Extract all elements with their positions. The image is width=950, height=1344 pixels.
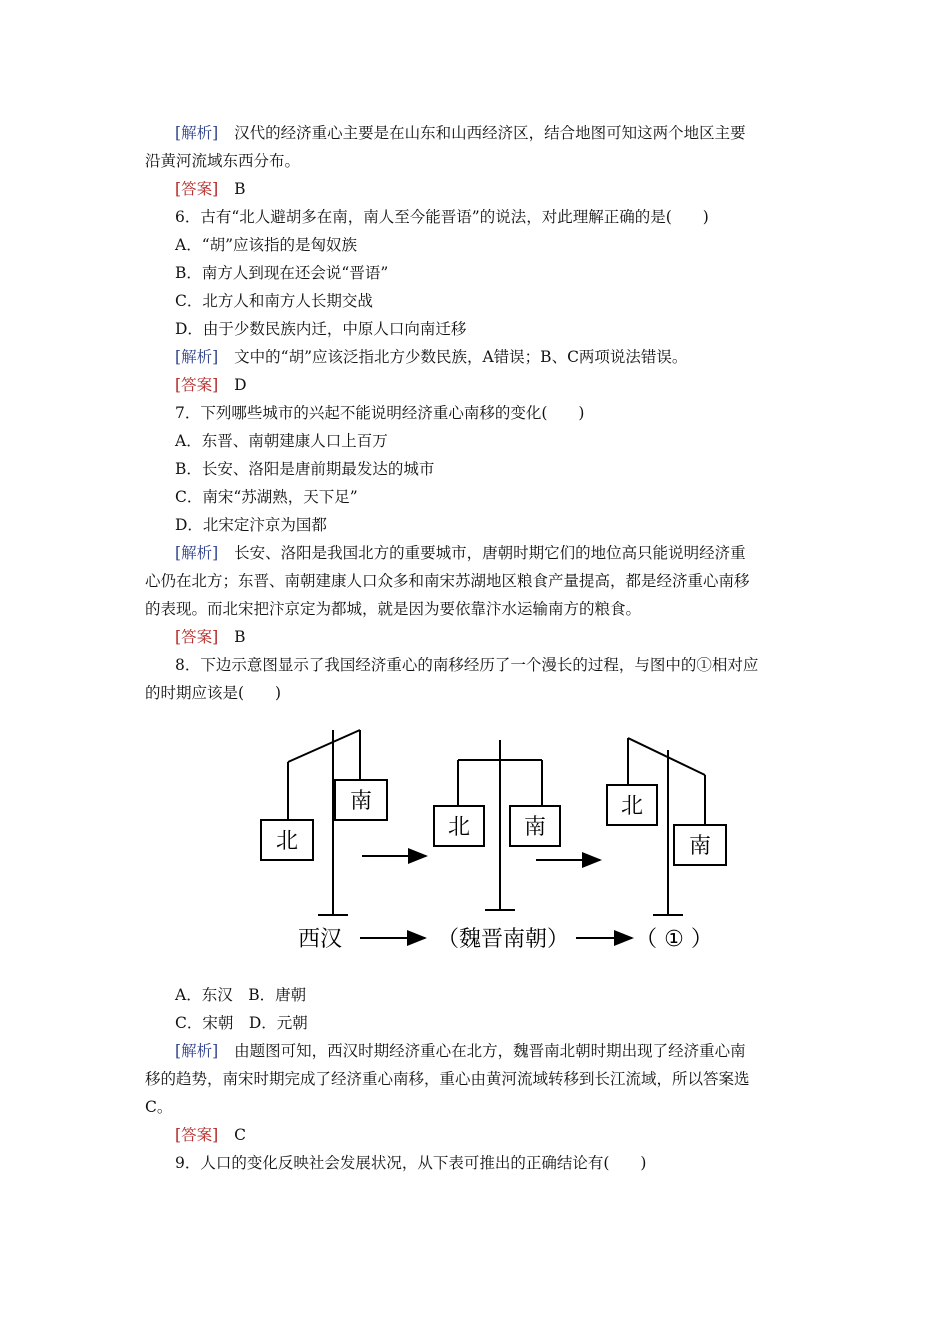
- analysis-tag: [解析]: [175, 124, 219, 142]
- q9-stem: 9．人口的变化反映社会发展状况，从下表可推出的正确结论有( ): [175, 1154, 647, 1172]
- q8-analysis: [解析] 由题图可知，西汉时期经济重心在北方，魏晋南北朝时期出现了经济重心南: [175, 1042, 746, 1060]
- q5-answer: [答案] B: [175, 180, 246, 198]
- q8-stem: 8．下边示意图显示了我国经济重心的南移经历了一个漫长的过程，与图中的①相对应: [175, 656, 759, 674]
- q6-option-d: D．由于少数民族内迁，中原人口向南迁移: [175, 320, 467, 338]
- economic-center-diagram: [250, 720, 750, 965]
- answer-tag: [答案]: [175, 628, 219, 646]
- q7-option-b: B．长安、洛阳是唐前期最发达的城市: [175, 460, 435, 478]
- scale-stage-1: [607, 738, 726, 915]
- q7-analysis-cont-2: 的表现。而北宋把汴京定为都城，就是因为要依靠汴水运输南方的粮食。: [145, 600, 642, 618]
- q7-answer: [答案] B: [175, 628, 246, 646]
- stage-label-wei-jin: （魏晋南朝）: [436, 927, 570, 952]
- q7-stem: 7．下列哪些城市的兴起不能说明经济重心南移的变化( ): [175, 404, 585, 422]
- analysis-tag: [解析]: [175, 348, 219, 366]
- stage-label-western-han: 西汉: [297, 927, 343, 952]
- q6-stem: 6．古有“北人避胡多在南，南人至今能晋语”的说法，对此理解正确的是( ): [175, 208, 709, 226]
- q8-options-ab: A．东汉 B．唐朝: [175, 986, 307, 1004]
- south-label: 南: [349, 789, 373, 814]
- q5-analysis-cont: 沿黄河流域东西分布。: [145, 152, 301, 170]
- q6-option-c: C．北方人和南方人长期交战: [175, 292, 373, 310]
- answer-tag: [答案]: [175, 180, 219, 198]
- north-label: 北: [447, 815, 471, 840]
- q7-option-c: C．南宋“苏湖熟，天下足”: [175, 488, 358, 506]
- north-label: 北: [275, 829, 299, 854]
- q6-option-b: B．南方人到现在还会说“晋语”: [175, 264, 389, 282]
- answer-tag: [答案]: [175, 376, 219, 394]
- scale-western-han: [261, 730, 387, 915]
- north-label: 北: [620, 794, 644, 819]
- q8-stem-cont: 的时期应该是( ): [145, 684, 282, 702]
- q8-analysis-cont-2: C。: [145, 1098, 173, 1116]
- q6-analysis: [解析] 文中的“胡”应该泛指北方少数民族，A错误；B、C两项说法错误。: [175, 348, 688, 366]
- q8-answer: [答案] C: [175, 1126, 247, 1144]
- q8-analysis-cont-1: 移的趋势，南宋时期完成了经济重心南移，重心由黄河流域转移到长江流域，所以答案选: [145, 1070, 750, 1088]
- q8-options-cd: C．宋朝 D．元朝: [175, 1014, 308, 1032]
- q7-analysis: [解析] 长安、洛阳是我国北方的重要城市，唐朝时期它们的地位高只能说明经济重: [175, 544, 746, 562]
- analysis-tag: [解析]: [175, 1042, 219, 1060]
- q6-option-a: A．“胡”应该指的是匈奴族: [175, 236, 358, 254]
- q7-analysis-cont-1: 心仍在北方；东晋、南朝建康人口众多和南宋苏湖地区粮食产量提高，都是经济重心南移: [145, 572, 750, 590]
- q7-option-d: D．北宋定汴京为国都: [175, 516, 327, 534]
- stage-label-1: （ ① ）: [635, 927, 713, 952]
- answer-tag: [答案]: [175, 1126, 219, 1144]
- q6-answer: [答案] D: [175, 376, 247, 394]
- south-label: 南: [523, 815, 547, 840]
- analysis-tag: [解析]: [175, 544, 219, 562]
- q7-option-a: A．东晋、南朝建康人口上百万: [175, 432, 388, 450]
- q5-analysis: [解析] 汉代的经济重心主要是在山东和山西经济区，结合地图可知这两个地区主要: [175, 124, 746, 142]
- south-label: 南: [688, 834, 712, 859]
